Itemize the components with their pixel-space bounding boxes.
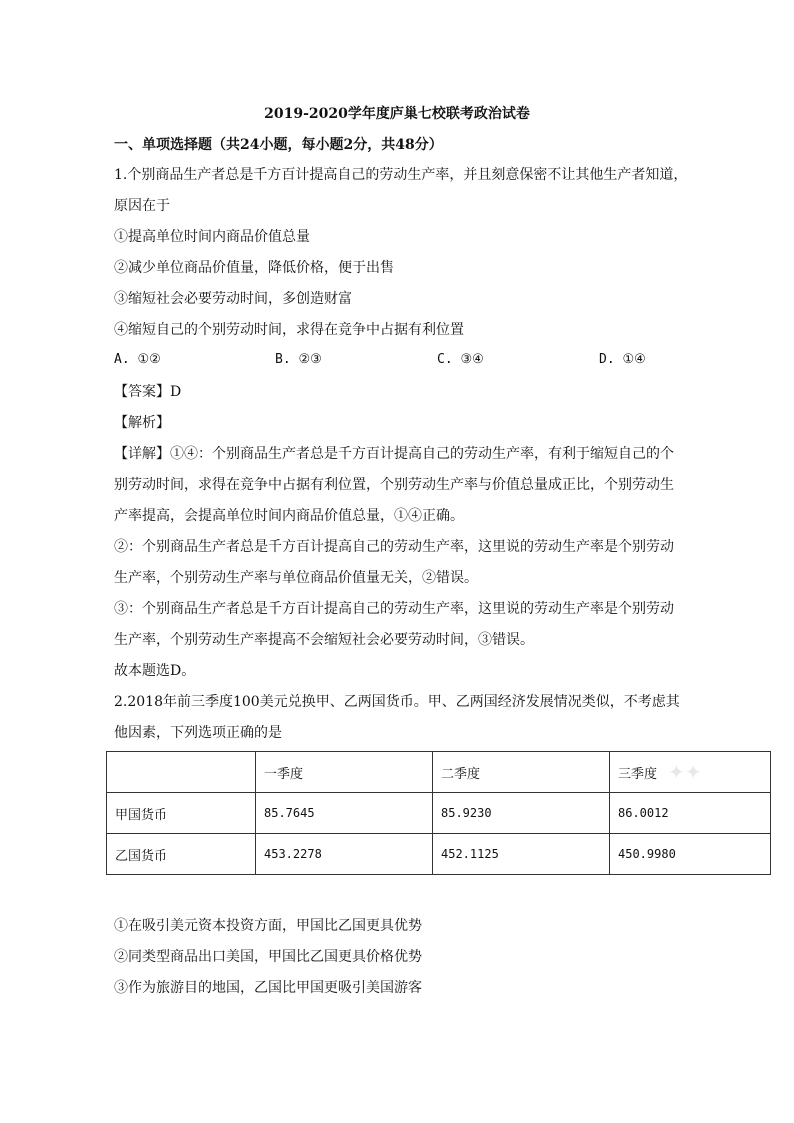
- q1-detail-line-4: ②：个别商品生产者总是千方百计提高自己的劳动生产率，这里说的劳动生产率是个别劳动: [114, 539, 674, 555]
- q1-detail-line-6: ③：个别商品生产者总是千方百计提高自己的劳动生产率，这里说的劳动生产率是个别劳动: [114, 601, 674, 617]
- q1-analysis-label: 【解析】: [114, 415, 170, 431]
- table-cell: 85.7645: [256, 793, 433, 834]
- q1-stem-line-1: 1.个别商品生产者总是千方百计提高自己的劳动生产率，并且刻意保密不让其他生产者知道，: [114, 167, 688, 183]
- table-row-label: 甲国货币: [107, 793, 256, 834]
- q2-stem-line-2: 他因素，下列选项正确的是: [114, 725, 282, 741]
- q2-item-3: ③作为旅游目的地国，乙国比甲国更吸引美国游客: [114, 980, 422, 996]
- document-title: 2019-2020学年度庐巢七校联考政治试卷: [264, 106, 530, 122]
- q1-detail-line-7: 生产率，个别劳动生产率提高不会缩短社会必要劳动时间，③错误。: [114, 632, 534, 648]
- q1-detail-line-8: 故本题选D。: [114, 663, 196, 679]
- table-header-cell: [107, 752, 256, 793]
- table-cell: 86.0012: [610, 793, 771, 834]
- table-cell: 85.9230: [433, 793, 610, 834]
- section-heading: 一、单项选择题（共24小题，每小题2分，共48分）: [114, 137, 443, 153]
- table-row-label: 乙国货币: [107, 834, 256, 875]
- q2-item-2: ②同类型商品出口美国，甲国比乙国更具价格优势: [114, 949, 422, 965]
- q1-detail-line-5: 生产率，个别劳动生产率与单位商品价值量无关，②错误。: [114, 570, 478, 586]
- q1-item-1: ①提高单位时间内商品价值总量: [114, 229, 310, 245]
- q1-item-4: ④缩短自己的个别劳动时间，求得在竞争中占据有利位置: [114, 322, 464, 338]
- table-cell: 450.9980: [610, 834, 771, 875]
- table-row: [107, 834, 771, 875]
- q1-item-3: ③缩短社会必要劳动时间，多创造财富: [114, 291, 352, 307]
- table-header-cell: 一季度: [256, 752, 433, 793]
- q1-option-d: D. ①④: [599, 352, 646, 367]
- q1-detail-line-3: 产率提高，会提高单位时间内商品价值总量，①④正确。: [114, 508, 464, 524]
- table-row: [107, 793, 771, 834]
- q1-detail-line-1: 【详解】①④：个别商品生产者总是千方百计提高自己的劳动生产率，有利于缩短自己的个: [114, 446, 674, 462]
- q2-item-1: ①在吸引美元资本投资方面，甲国比乙国更具优势: [114, 918, 422, 934]
- q1-answer: 【答案】D: [114, 384, 182, 400]
- q1-stem-line-2: 原因在于: [114, 198, 170, 214]
- q1-detail-line-2: 别劳动时间，求得在竞争中占据有利位置，个别劳动生产率与价值总量成正比，个别劳动生: [114, 477, 674, 493]
- table-header-cell: 三季度: [610, 752, 771, 793]
- table-cell: 453.2278: [256, 834, 433, 875]
- q1-option-b: B. ②③: [275, 352, 322, 367]
- table-header-cell: 二季度: [433, 752, 610, 793]
- watermark-graphic: ✦✦: [668, 760, 702, 784]
- q2-stem-line-1: 2.2018年前三季度100美元兑换甲、乙两国货币。甲、乙两国经济发展情况类似，不考虑其: [114, 694, 680, 710]
- q1-item-2: ②减少单位商品价值量，降低价格，便于出售: [114, 260, 394, 276]
- table-cell: 452.1125: [433, 834, 610, 875]
- q1-option-a: A. ①②: [114, 352, 161, 367]
- q1-option-c: C. ③④: [437, 352, 484, 367]
